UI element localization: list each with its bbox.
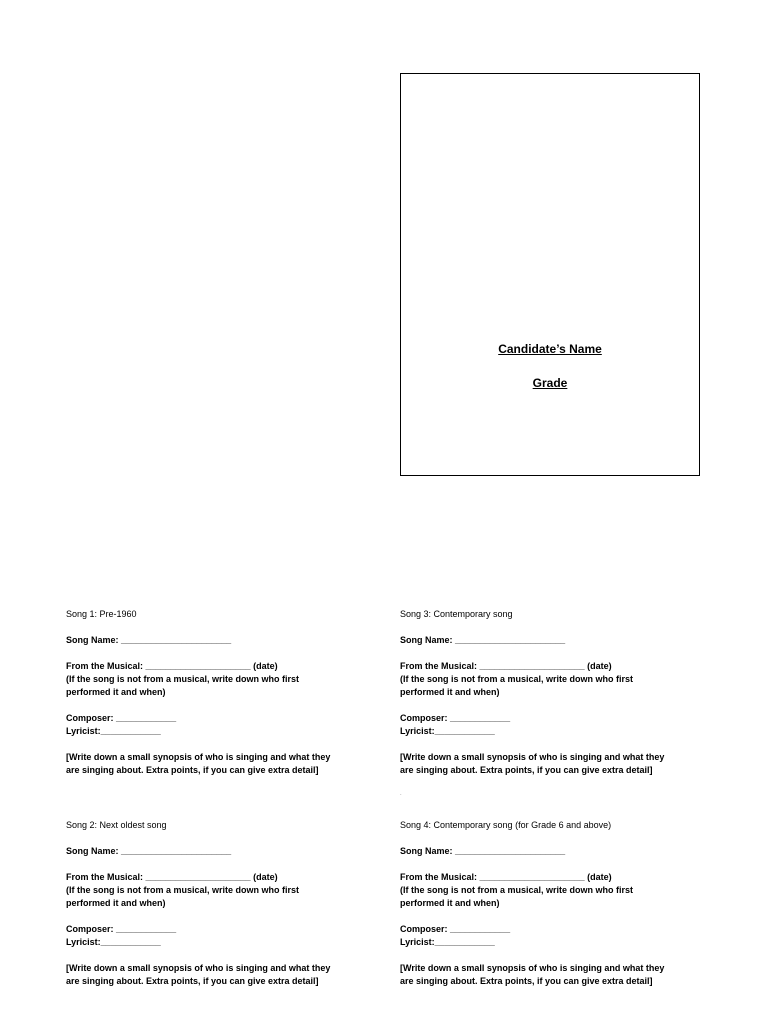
synopsis-instruction: [Write down a small synopsis of who is singing and what they [66, 963, 331, 973]
song-name-field: Song Name: ______________________ [66, 635, 232, 645]
song-name-field: Song Name: ______________________ [400, 846, 566, 856]
musical-note-line: (If the song is not from a musical, write down who first [400, 885, 634, 895]
musical-note-line: (If the song is not from a musical, write down who first [66, 674, 300, 684]
lyricist-field: Lyricist:____________ [66, 726, 161, 736]
lyricist-field: Lyricist:____________ [400, 937, 495, 947]
cover-box [400, 73, 700, 476]
song-heading: Song 2: Next oldest song [66, 820, 167, 830]
synopsis-instruction: are singing about. Extra points, if you can give extra detail] [66, 976, 319, 986]
musical-note-line: (If the song is not from a musical, write down who first [400, 674, 634, 684]
composer-field: Composer: ____________ [400, 713, 511, 723]
grade-label: Grade [532, 376, 568, 390]
stray-dot: . [400, 791, 402, 797]
composer-field: Composer: ____________ [66, 713, 177, 723]
song-block-4 [400, 819, 710, 988]
candidate-name-label: Candidate’s Name [498, 342, 602, 356]
song-heading: Song 4: Contemporary song (for Grade 6 and above) [400, 820, 612, 830]
musical-note-line: performed it and when) [400, 687, 500, 697]
musical-field: From the Musical: _____________________ (date) [400, 872, 612, 882]
musical-field: From the Musical: _____________________ (date) [400, 661, 612, 671]
musical-field: From the Musical: _____________________ (date) [66, 872, 278, 882]
song-name-field: Song Name: ______________________ [400, 635, 566, 645]
synopsis-instruction: are singing about. Extra points, if you can give extra detail] [400, 976, 653, 986]
song-heading: Song 1: Pre-1960 [66, 609, 137, 619]
song-block-3 [400, 608, 710, 777]
musical-note-line: performed it and when) [400, 898, 500, 908]
synopsis-instruction: [Write down a small synopsis of who is singing and what they [66, 752, 331, 762]
song-block-1 [66, 608, 376, 777]
composer-field: Composer: ____________ [66, 924, 177, 934]
musical-note-line: performed it and when) [66, 687, 166, 697]
composer-field: Composer: ____________ [400, 924, 511, 934]
synopsis-instruction: are singing about. Extra points, if you can give extra detail] [400, 765, 653, 775]
synopsis-instruction: [Write down a small synopsis of who is singing and what they [400, 963, 665, 973]
lyricist-field: Lyricist:____________ [400, 726, 495, 736]
synopsis-instruction: are singing about. Extra points, if you can give extra detail] [66, 765, 319, 775]
synopsis-instruction: [Write down a small synopsis of who is singing and what they [400, 752, 665, 762]
musical-note-line: performed it and when) [66, 898, 166, 908]
musical-field: From the Musical: _____________________ (date) [66, 661, 278, 671]
song-block-2 [66, 819, 376, 988]
song-name-field: Song Name: ______________________ [66, 846, 232, 856]
song-heading: Song 3: Contemporary song [400, 609, 513, 619]
lyricist-field: Lyricist:____________ [66, 937, 161, 947]
musical-note-line: (If the song is not from a musical, write down who first [66, 885, 300, 895]
